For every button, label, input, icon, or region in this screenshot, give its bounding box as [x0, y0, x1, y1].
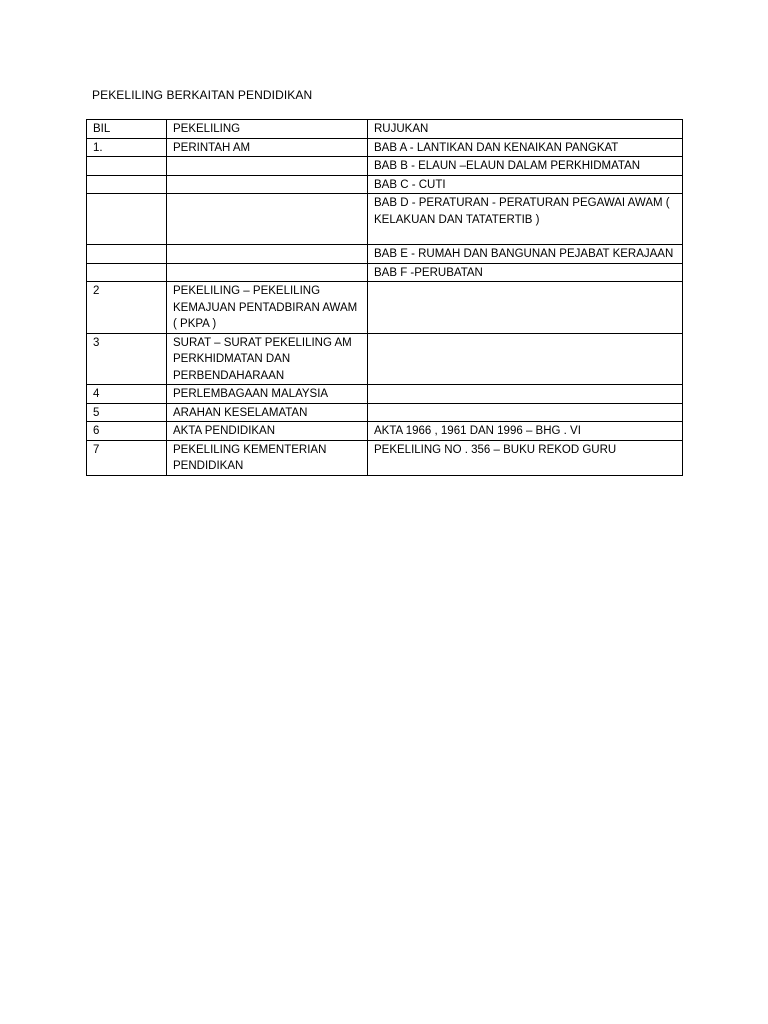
header-rujukan: RUJUKAN: [368, 120, 683, 139]
bil-cell: [87, 175, 167, 194]
bil-cell: 3: [87, 333, 167, 385]
pekeliling-cell: AKTA PENDIDIKAN: [167, 422, 368, 441]
bil-cell: 5: [87, 403, 167, 422]
rujukan-cell: [368, 403, 683, 422]
rujukan-cell: PEKELILING NO . 356 – BUKU REKOD GURU: [368, 440, 683, 475]
table-header-row: [87, 120, 683, 139]
rujukan-text: BAB D - PERATURAN - PERATURAN PEGAWAI AWAM ( KELAKUAN DAN TATATERTIB ): [374, 197, 670, 226]
pekeliling-cell: [167, 175, 368, 194]
pekeliling-cell: PERLEMBAGAAN MALAYSIA: [167, 385, 368, 404]
rujukan-cell: [368, 194, 683, 245]
blank-line: [374, 228, 676, 244]
circular-table: [86, 119, 683, 476]
table-row: [87, 263, 683, 282]
pekeliling-cell: PEKELILING KEMENTERIAN PENDIDIKAN: [167, 440, 368, 475]
bil-cell: 2: [87, 282, 167, 334]
table-row: [87, 138, 683, 157]
bil-cell: 1.: [87, 138, 167, 157]
pekeliling-cell: PEKELILING – PEKELILING KEMAJUAN PENTADBIRAN AWAM ( PKPA ): [167, 282, 368, 334]
rujukan-cell: BAB B - ELAUN –ELAUN DALAM PERKHIDMATAN: [368, 157, 683, 176]
pekeliling-cell: [167, 194, 368, 245]
table-row: [87, 157, 683, 176]
bil-cell: 7: [87, 440, 167, 475]
table-row: [87, 194, 683, 245]
bil-cell: 4: [87, 385, 167, 404]
table-row: [87, 422, 683, 441]
rujukan-cell: BAB F -PERUBATAN: [368, 263, 683, 282]
pekeliling-cell: [167, 263, 368, 282]
table-row: [87, 440, 683, 475]
rujukan-cell: AKTA 1966 , 1961 DAN 1996 – BHG . VI: [368, 422, 683, 441]
pekeliling-cell: [167, 157, 368, 176]
table-row: [87, 245, 683, 264]
rujukan-cell: BAB E - RUMAH DAN BANGUNAN PEJABAT KERAJAAN: [368, 245, 683, 264]
pekeliling-cell: ARAHAN KESELAMATAN: [167, 403, 368, 422]
bil-cell: [87, 245, 167, 264]
table-row: [87, 385, 683, 404]
pekeliling-cell: PERINTAH AM: [167, 138, 368, 157]
table-row: [87, 403, 683, 422]
header-pekeliling: PEKELILING: [167, 120, 368, 139]
bil-cell: [87, 157, 167, 176]
table-row: [87, 175, 683, 194]
bil-cell: 6: [87, 422, 167, 441]
rujukan-cell: [368, 282, 683, 334]
rujukan-cell: [368, 333, 683, 385]
header-bil: BIL: [87, 120, 167, 139]
rujukan-cell: [368, 385, 683, 404]
pekeliling-cell: SURAT – SURAT PEKELILING AM PERKHIDMATAN DAN PERBENDAHARAAN: [167, 333, 368, 385]
document-title: PEKELILING BERKAITAN PENDIDIKAN: [92, 88, 313, 102]
pekeliling-cell: [167, 245, 368, 264]
bil-cell: [87, 194, 167, 245]
rujukan-cell: BAB C - CUTI: [368, 175, 683, 194]
rujukan-cell: BAB A - LANTIKAN DAN KENAIKAN PANGKAT: [368, 138, 683, 157]
table-row: [87, 282, 683, 334]
bil-cell: [87, 263, 167, 282]
table-row: [87, 333, 683, 385]
